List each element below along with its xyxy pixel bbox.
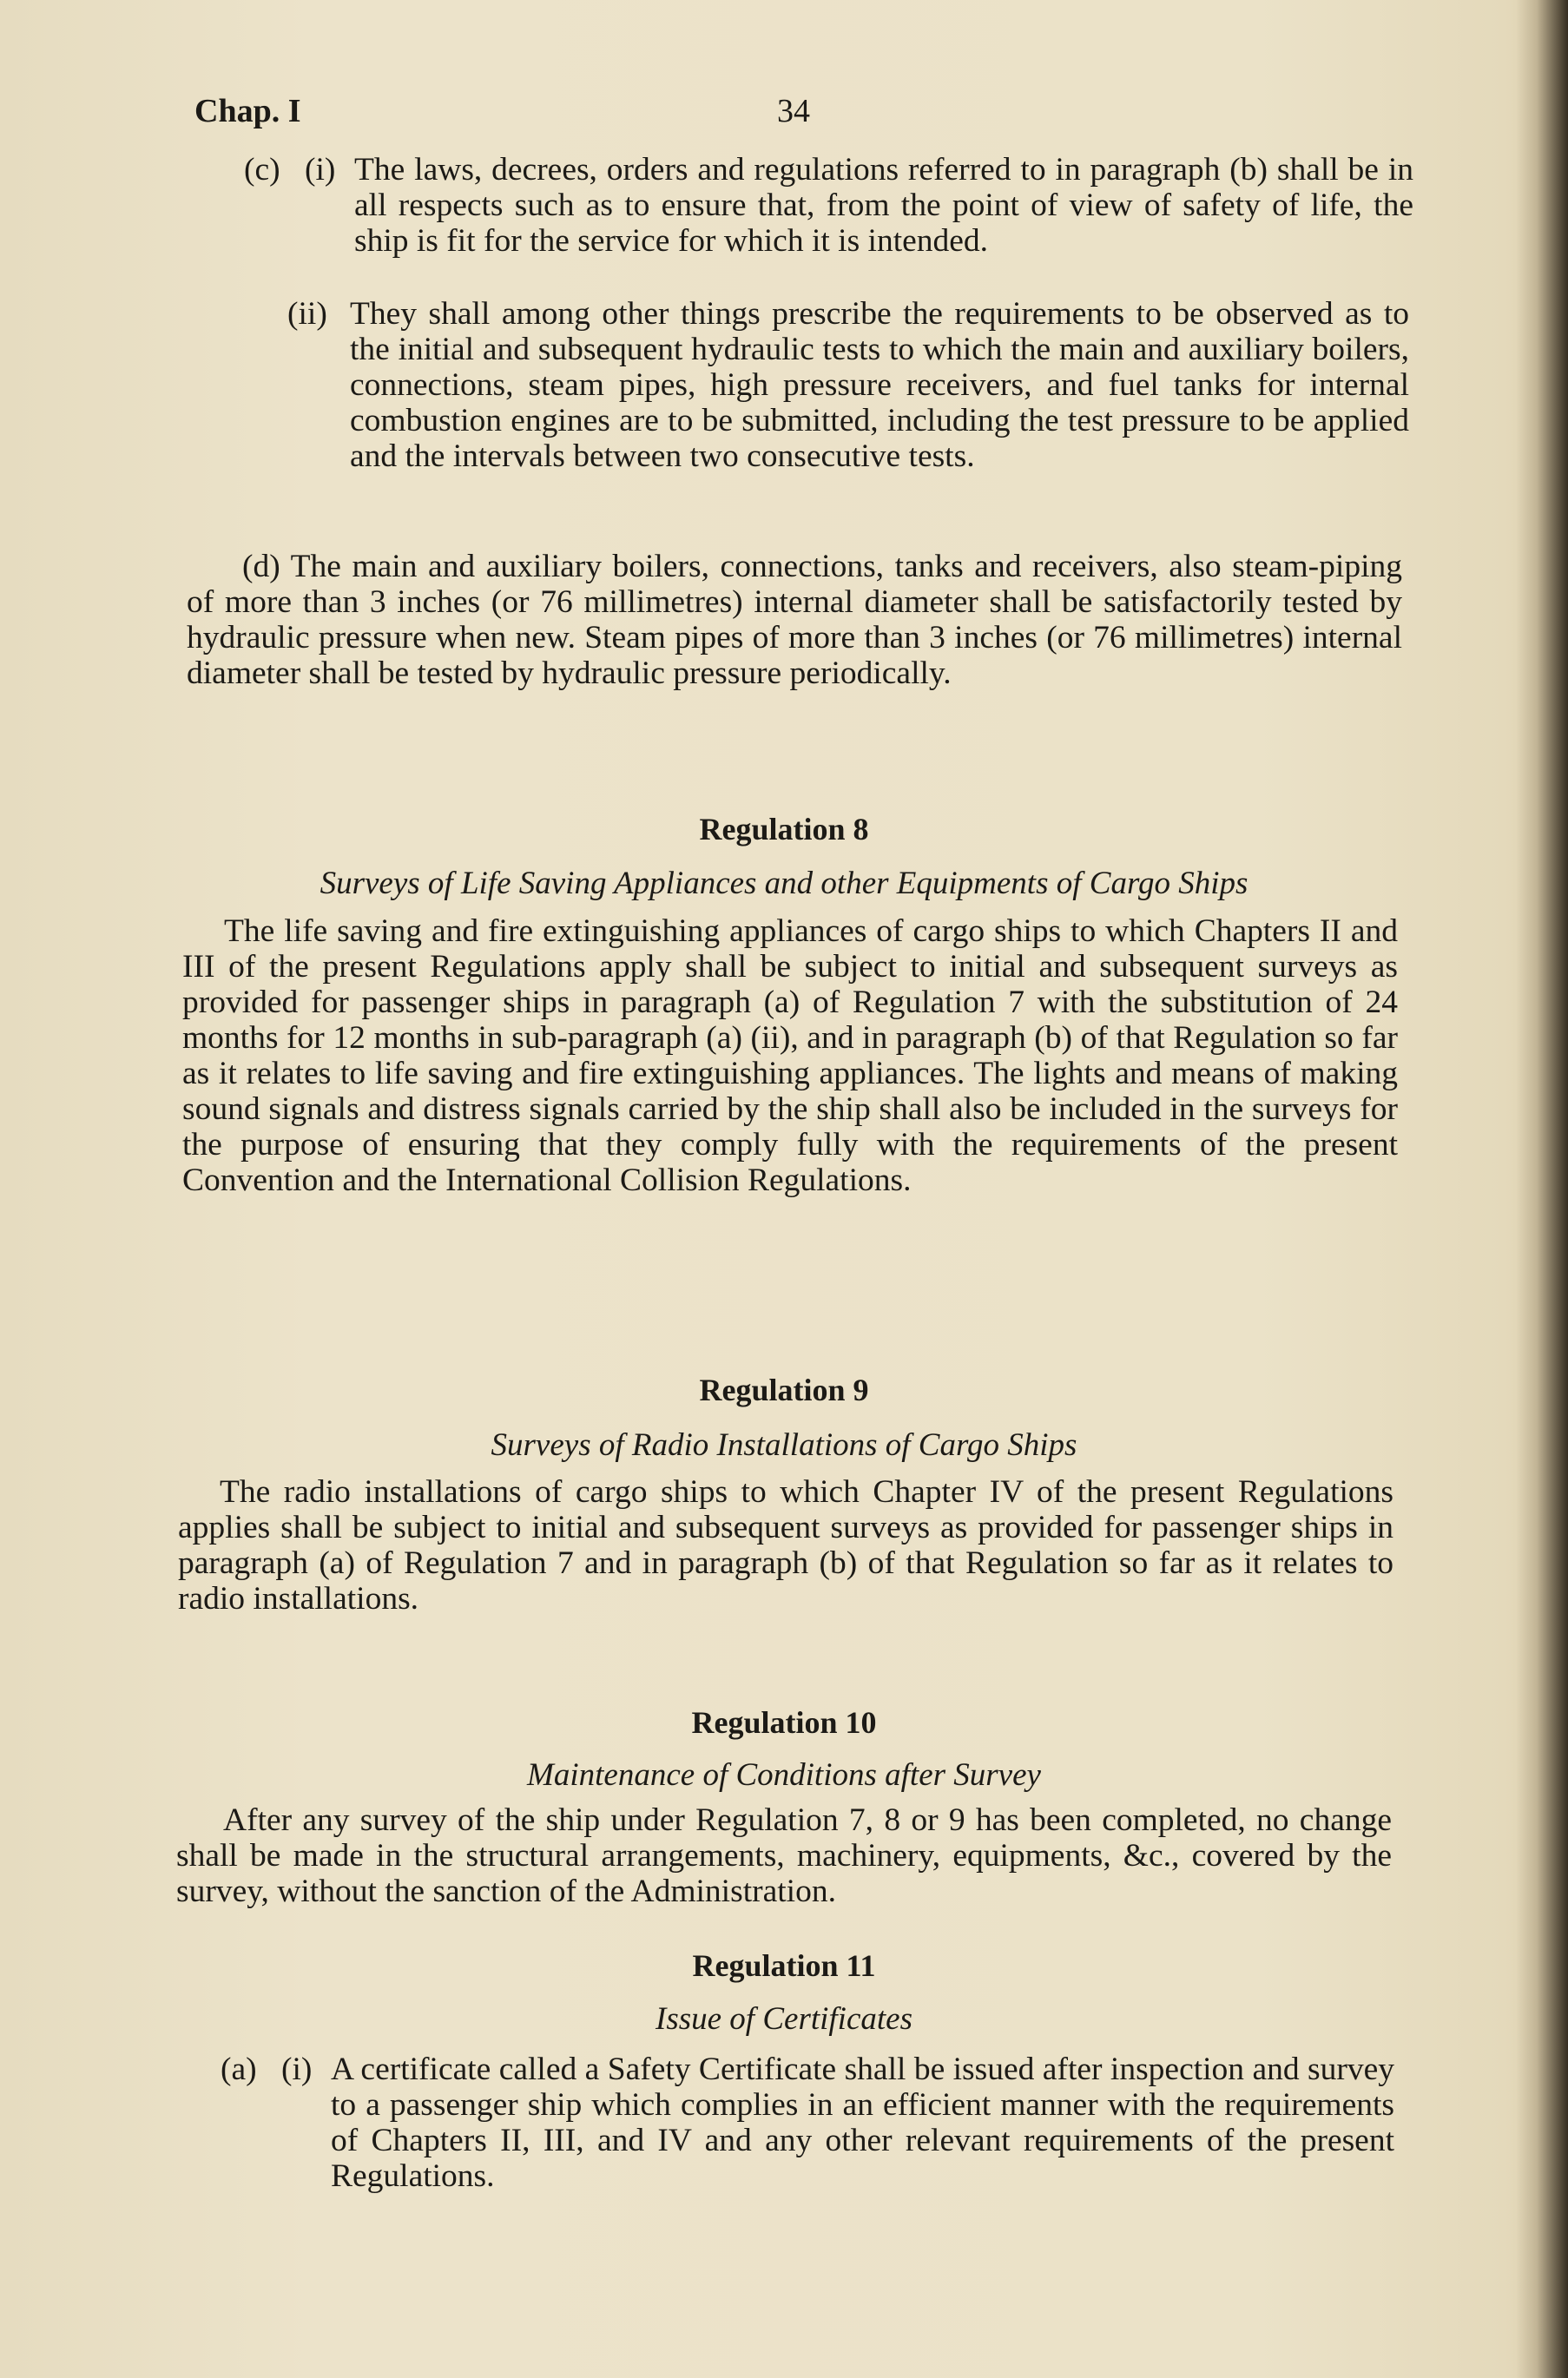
para-c-i-text: The laws, decrees, orders and regulations referred to in paragraph (b) shall be in all respects such as to ensure that, from the point of view of safety of life, the ship is fit for the service for which it is intended.: [354, 152, 1413, 259]
para-d-text: The main and auxiliary boilers, connections, tanks and receivers, also steam-piping of more than 3 inches (or 76 millimetres) internal diameter shall be satisfactorily tested by hydraulic pressure when new. Steam pipes of more than 3 inches (or 76 millimetres) internal diameter shall be tested by hydraulic pressure periodically.: [187, 549, 1403, 691]
regulation-8-heading: Regulation 8: [699, 812, 869, 846]
para-c-i-label: (i): [305, 152, 336, 188]
para-c-ii-label: (ii): [287, 296, 327, 332]
regulation-11-heading: Regulation 11: [692, 1948, 876, 1983]
reg11-a-i-label: (i): [281, 2052, 313, 2087]
reg11-a-i-text: A certificate called a Safety Certificate shall be issued after inspection and survey to a passenger ship which complies in an efficient manner with the requirements of Chapters II, III, and IV and any other relevant requirements of the present Regulations.: [331, 2052, 1394, 2194]
chapter-header: Chap. I: [194, 93, 301, 129]
regulation-10-title: Maintenance of Conditions after Survey: [527, 1757, 1041, 1793]
para-d: [187, 549, 1402, 691]
regulation-8-text: The life saving and fire extinguishing appliances of cargo ships to which Chapters II and III of the present Regulations apply shall be subject to initial and subsequent surveys as provided for passenger ships in paragraph (a) of Regulation 7 with the substitution of 24 months for 12 months in sub-paragraph (a) (ii), and in paragraph (b) of that Regulation so far as it relates to life saving and fire extinguishing appliances. The lights and means of making sound signals and distress signals carried by the ship shall also be included in the surveys for the purpose of ensuring that they comply fully with the requirements of the present Convention and the International Collision Regulations.: [182, 913, 1398, 1198]
page-number: 34: [777, 93, 810, 129]
para-c-ii-text: They shall among other things prescribe the requirements to be observed as to the initial and subsequent hydraulic tests to which the main and auxiliary boilers, connections, steam pipes, high pressure receivers, and fuel tanks for internal combustion engines are to be submitted, including the test pressure to be applied and the intervals between two consecutive tests.: [350, 296, 1409, 474]
regulation-9-title: Surveys of Radio Installations of Cargo Ships: [491, 1427, 1077, 1463]
regulation-11-title: Issue of Certificates: [656, 2001, 912, 2037]
reg11-a-label: (a): [221, 2052, 257, 2087]
regulation-9-text: The radio installations of cargo ships to which Chapter IV of the present Regulations applies shall be subject to initial and subsequent surveys as provided for passenger ships in paragraph (a) of Regulation 7 and in paragraph (b) of that Regulation so far as it relates to radio installations.: [178, 1474, 1393, 1617]
regulation-10-text: After any survey of the ship under Regulation 7, 8 or 9 has been completed, no change shall be made in the structural arrangements, machinery, equipments, &c., covered by the survey, without the sanction of the Administration.: [176, 1802, 1392, 1909]
para-c-label: (c): [244, 152, 280, 188]
regulation-8-title: Surveys of Life Saving Appliances and other Equipments of Cargo Ships: [320, 866, 1248, 901]
regulation-9-heading: Regulation 9: [699, 1373, 869, 1407]
regulation-10-heading: Regulation 10: [691, 1705, 877, 1740]
para-d-label: (d): [242, 549, 280, 584]
